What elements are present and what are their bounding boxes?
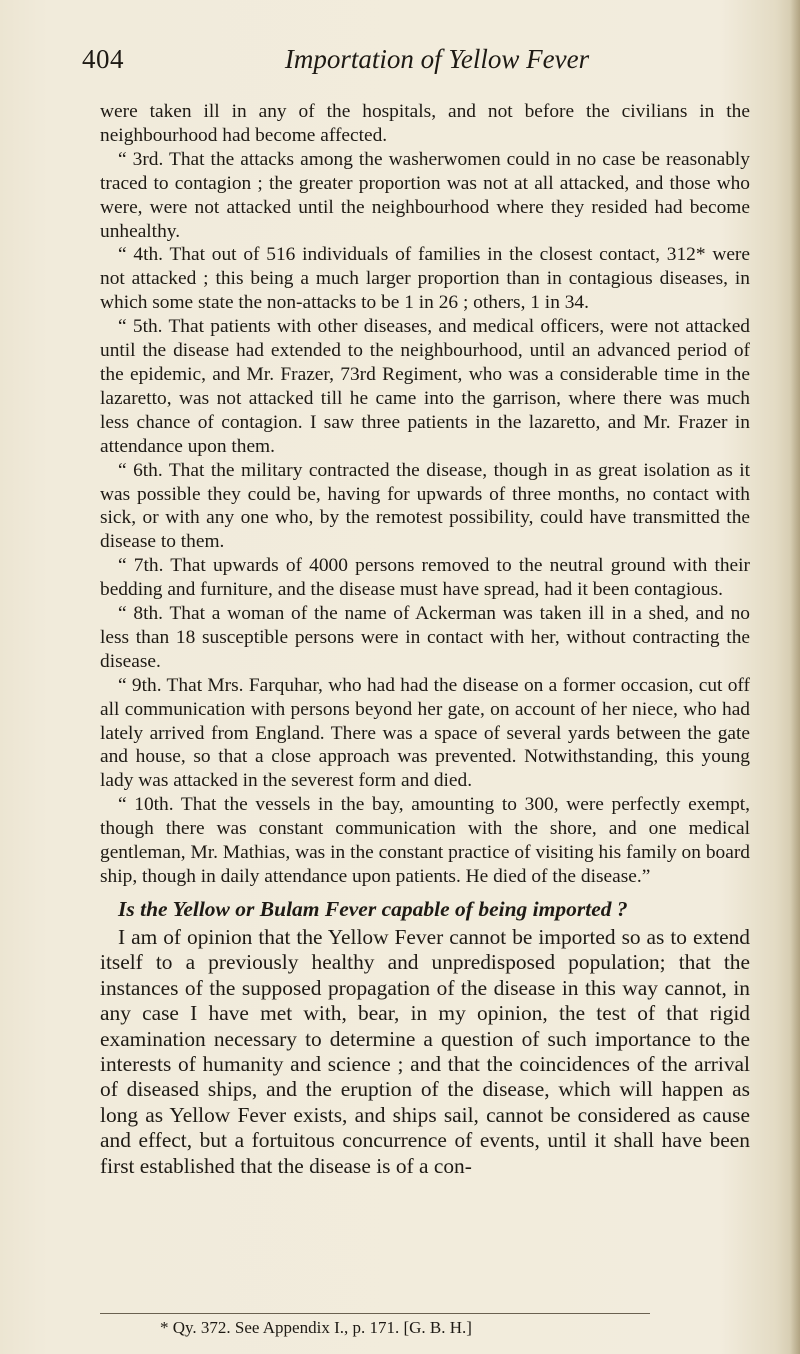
closing-paragraph: I am of opinion that the Yellow Fever cannot be imported so as to extend itself to a previously healthy and unpredisposed population; that the instances of the supposed propagation of the disease in this way cannot, in any case I have met with, bear, in my opinion, the test of that rigid examination necessary to determine a question of such importance to the interests of humanity and science ; and that the coincidences of the arrival of diseased ships, and the eruption of the disease, which will happen as long as Yellow Fever exists, and ships sail, cannot be considered as cause and effect, but a fortuitous concurrence of events, until it shall have been first established that the disease is of a con- xyxy=(100,924,750,1178)
footnote-rule xyxy=(100,1313,650,1314)
paragraph-6th: “ 6th. That the military contracted the disease, though in as great isolation as it was possible they could be, having for upwards of three months, no contact with sick, or with any one who, by the remotest possibility, could have transmitted the disease to them. xyxy=(100,459,750,553)
page-spine-shadow xyxy=(790,0,800,1354)
section-heading: Is the Yellow or Bulam Fever capable of being imported ? xyxy=(118,896,628,921)
running-head: Importation of Yellow Fever xyxy=(284,44,590,74)
paragraph-9th: “ 9th. That Mrs. Farquhar, who had had the disease on a former occasion, cut off all communication with persons beyond her gate, on account of her niece, who had lately arrived from England. There was a space of several yards between the gate and house, so that a close approach was prevented. Notwithstanding, this young lady was attacked in the severest form and died. xyxy=(100,674,750,792)
paragraph-8th: “ 8th. That a woman of the name of Ackerman was taken ill in a shed, and no less than 18 susceptible persons were in contact with her, without contracting the disease. xyxy=(100,603,750,672)
page-body xyxy=(100,100,750,1179)
paragraph-4th: “ 4th. That out of 516 individuals of families in the closest contact, 312* were not attacked ; this being a much larger proportion than in contagious diseases, in which some state the non-attacks to be 1 in 26 ; others, 1 in 34. xyxy=(100,244,750,314)
paragraph-continuation: were taken ill in any of the hospitals, and not before the civilians in the neighbourhood had become affected. xyxy=(100,101,750,146)
paragraph-7th: “ 7th. That upwards of 4000 persons removed to the neutral ground with their bedding and furniture, and the disease must have spread, had it been contagious. xyxy=(100,555,750,601)
paragraph-3rd: “ 3rd. That the attacks among the washerwomen could in no case be reasonably traced to contagion ; the greater proportion was not at all attacked, and those who were, were not attacked until the neighbourhood where they resided had become unhealthy. xyxy=(100,148,750,242)
paragraph-5th: “ 5th. That patients with other diseases, and medical officers, were not attacked until the disease had extended to the neighbourhood, until an advanced period of the epidemic, and Mr. Frazer, 73rd Regiment, who was a considerable time in the lazaretto, was not attacked till he came into the garrison, where there was much less chance of contagion. I saw three patients in the lazaretto, and Mr. Frazer in attendance upon them. xyxy=(100,316,750,457)
page-header xyxy=(82,44,762,84)
page-number: 404 xyxy=(82,44,124,74)
paragraph-10th: “ 10th. That the vessels in the bay, amounting to 300, were perfectly exempt, though there was constant communication with the shore, and one medical gentleman, Mr. Mathias, was in the constant practice of visiting his family on board ship, though in daily attendance upon patients. He died of the disease.” xyxy=(100,794,750,887)
footnote: * Qy. 372. See Appendix I., p. 171. [G. B. H.] xyxy=(160,1318,472,1337)
